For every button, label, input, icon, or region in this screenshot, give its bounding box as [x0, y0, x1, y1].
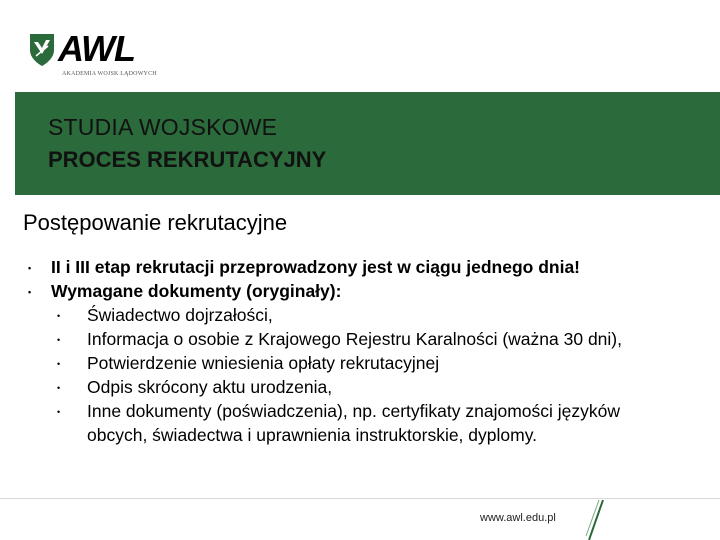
- list-item-text: II i III etap rekrutacji przeprowadzony jest w ciągu jednego dnia!: [51, 257, 580, 277]
- footer-url: www.awl.edu.pl: [480, 512, 556, 524]
- footer-swoosh-icon: [585, 500, 605, 540]
- shield-icon: [28, 32, 56, 68]
- list-item-text: Wymagane dokumenty (oryginały):: [51, 281, 342, 301]
- bullet-icon: •: [28, 287, 32, 297]
- awl-logo: [28, 28, 157, 80]
- logo-subtitle: AKADEMIA WOJSK LĄDOWYCH: [62, 71, 157, 77]
- logo-wordmark: AWL: [58, 28, 135, 69]
- title-banner: [15, 92, 720, 195]
- bullet-icon: •: [57, 335, 61, 345]
- document-item: [23, 399, 713, 423]
- document-text: Potwierdzenie wniesienia opłaty rekrutacyjnej: [87, 353, 440, 373]
- document-text: Świadectwo dojrzałości,: [87, 305, 273, 325]
- list-item: [23, 279, 713, 303]
- document-item: [23, 327, 713, 351]
- footer-divider: [0, 498, 720, 499]
- document-item: [23, 303, 713, 327]
- document-text: Odpis skrócony aktu urodzenia,: [87, 377, 333, 397]
- document-item-continuation: [23, 423, 713, 447]
- bullet-icon: •: [57, 407, 61, 417]
- section-title: Postępowanie rekrutacyjne: [23, 210, 288, 235]
- bullet-icon: •: [57, 359, 61, 369]
- document-text: obcych, świadectwa i uprawnienia instruktorskie, dyplomy.: [87, 425, 538, 445]
- banner-subtitle: PROCES REKRUTACYJNY: [48, 147, 327, 172]
- document-text: Informacja o osobie z Krajowego Rejestru Karalności (ważna 30 dni),: [87, 329, 622, 349]
- document-item: [23, 351, 713, 375]
- content-list: [23, 255, 713, 447]
- bullet-icon: •: [57, 383, 61, 393]
- bullet-icon: •: [28, 263, 32, 273]
- list-item: [23, 255, 713, 279]
- document-text: Inne dokumenty (poświadczenia), np. certyfikaty znajomości języków: [87, 401, 621, 421]
- bullet-icon: •: [57, 311, 61, 321]
- banner-title: STUDIA WOJSKOWE: [48, 114, 278, 140]
- document-item: [23, 375, 713, 399]
